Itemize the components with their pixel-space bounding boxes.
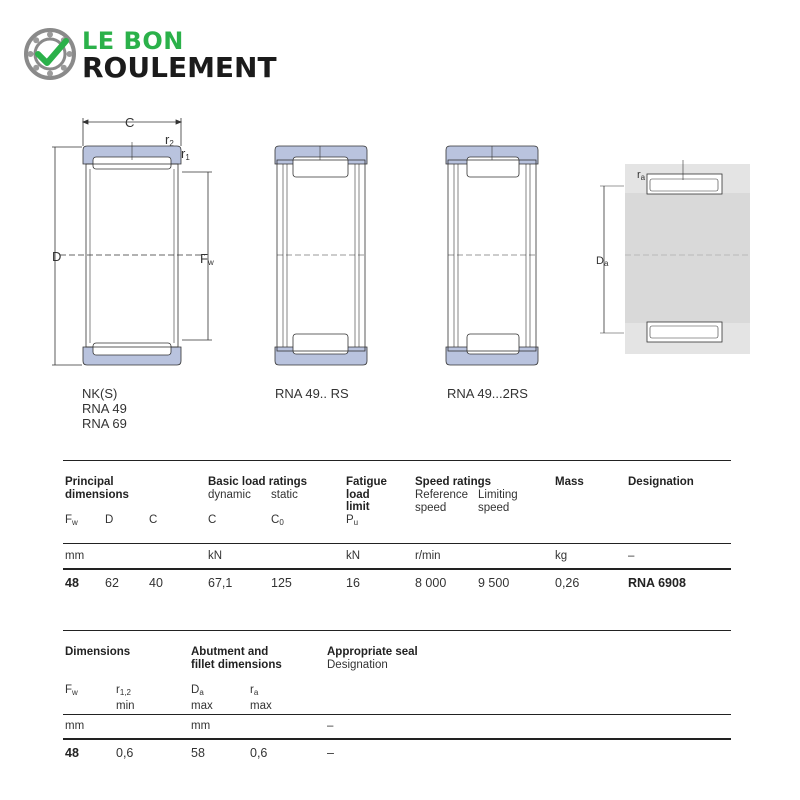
table1-mid-rule	[63, 543, 731, 544]
logo-line-1: LE BON	[82, 27, 184, 55]
unit-rmin: r/min	[415, 550, 441, 562]
bearing-check-logo-icon	[24, 28, 76, 80]
logo-line-2: ROULEMENT	[82, 51, 277, 84]
cell-limiting: 9 500	[478, 576, 510, 590]
th-fatigue: Fatigue load limit	[346, 476, 387, 513]
th-abutment: Abutment and fillet dimensions	[191, 646, 282, 671]
drawing-abutment	[600, 160, 750, 354]
unit-kN-2: kN	[346, 550, 361, 562]
cell-static: 125	[271, 576, 292, 590]
th-basic: Basic load ratings	[208, 476, 308, 488]
unit2-mm: mm	[65, 720, 85, 732]
sym-D: D	[105, 514, 114, 526]
th-mass: Mass	[555, 476, 584, 488]
th-designation: Designation	[628, 476, 694, 488]
sym2-Fw: $F_w$	[65, 684, 78, 697]
table1-top-rule	[63, 460, 731, 461]
cell2-ra: 0,6	[250, 746, 268, 760]
unit-mm: mm	[65, 550, 85, 562]
unit2-mm-2: mm	[191, 720, 211, 732]
th-principal: Principal dimensions	[65, 476, 129, 501]
cell2-Da: 58	[191, 746, 205, 760]
unit2-dash: –	[327, 720, 334, 732]
th-speed: Speed ratings	[415, 476, 492, 488]
cell-Fw: 48	[65, 576, 79, 590]
sym2-r12: $r_{1,2}$ min	[116, 684, 135, 712]
caption-type-1: NK(S) RNA 49 RNA 69	[82, 386, 127, 431]
th-dynamic: dynamic	[208, 489, 251, 501]
sym-C-dynamic: C	[208, 514, 217, 526]
bearing-drawings	[0, 100, 800, 370]
label-Da: $D_a$	[596, 255, 609, 268]
cell-C: 40	[149, 576, 163, 590]
label-r1: $r_1$	[181, 146, 190, 162]
unit-dash: –	[628, 550, 635, 562]
th-reference: Reference speed	[415, 489, 469, 514]
sym2-ra: $r_a$ max	[250, 684, 272, 712]
cell2-Fw: 48	[65, 746, 79, 760]
th-dimensions: Dimensions	[65, 646, 131, 658]
table1-row-rule	[63, 568, 731, 570]
sym-Pu: $P_u$	[346, 514, 359, 527]
label-r2: $r_2$	[165, 132, 174, 148]
unit-kg: kg	[555, 550, 568, 562]
cell-mass: 0,26	[555, 576, 580, 590]
cell2-r12: 0,6	[116, 746, 134, 760]
cell2-seal: –	[327, 746, 334, 760]
cell-designation: RNA 6908	[628, 576, 686, 590]
caption-type-3: RNA 49...2RS	[447, 386, 528, 401]
cell-dynamic: 67,1	[208, 576, 233, 590]
th-seal: Appropriate seal Designation	[327, 646, 418, 671]
drawing-nk	[83, 142, 181, 365]
table2-row-rule	[63, 738, 731, 740]
sym-C: C	[149, 514, 158, 526]
th-static: static	[271, 489, 298, 501]
cell-Pu: 16	[346, 576, 360, 590]
label-C: C	[125, 115, 135, 130]
table2-mid-rule	[63, 714, 731, 715]
th-limiting: Limiting speed	[478, 489, 518, 514]
unit-kN: kN	[208, 550, 223, 562]
sym2-Da: $D_a$ max	[191, 684, 213, 712]
sym-C0: $C_0$	[271, 514, 284, 527]
cell-D: 62	[105, 576, 119, 590]
label-Fw: $F_w$	[200, 251, 214, 267]
drawing-rna-rs	[275, 146, 367, 365]
table2-top-rule	[63, 630, 731, 631]
drawing-rna-2rs	[446, 146, 538, 365]
sym-Fw: $F_w$	[65, 514, 78, 527]
cell-reference: 8 000	[415, 576, 447, 590]
label-ra: $r_a$	[637, 169, 646, 182]
label-D: D	[52, 249, 62, 264]
caption-type-2: RNA 49.. RS	[275, 386, 349, 401]
